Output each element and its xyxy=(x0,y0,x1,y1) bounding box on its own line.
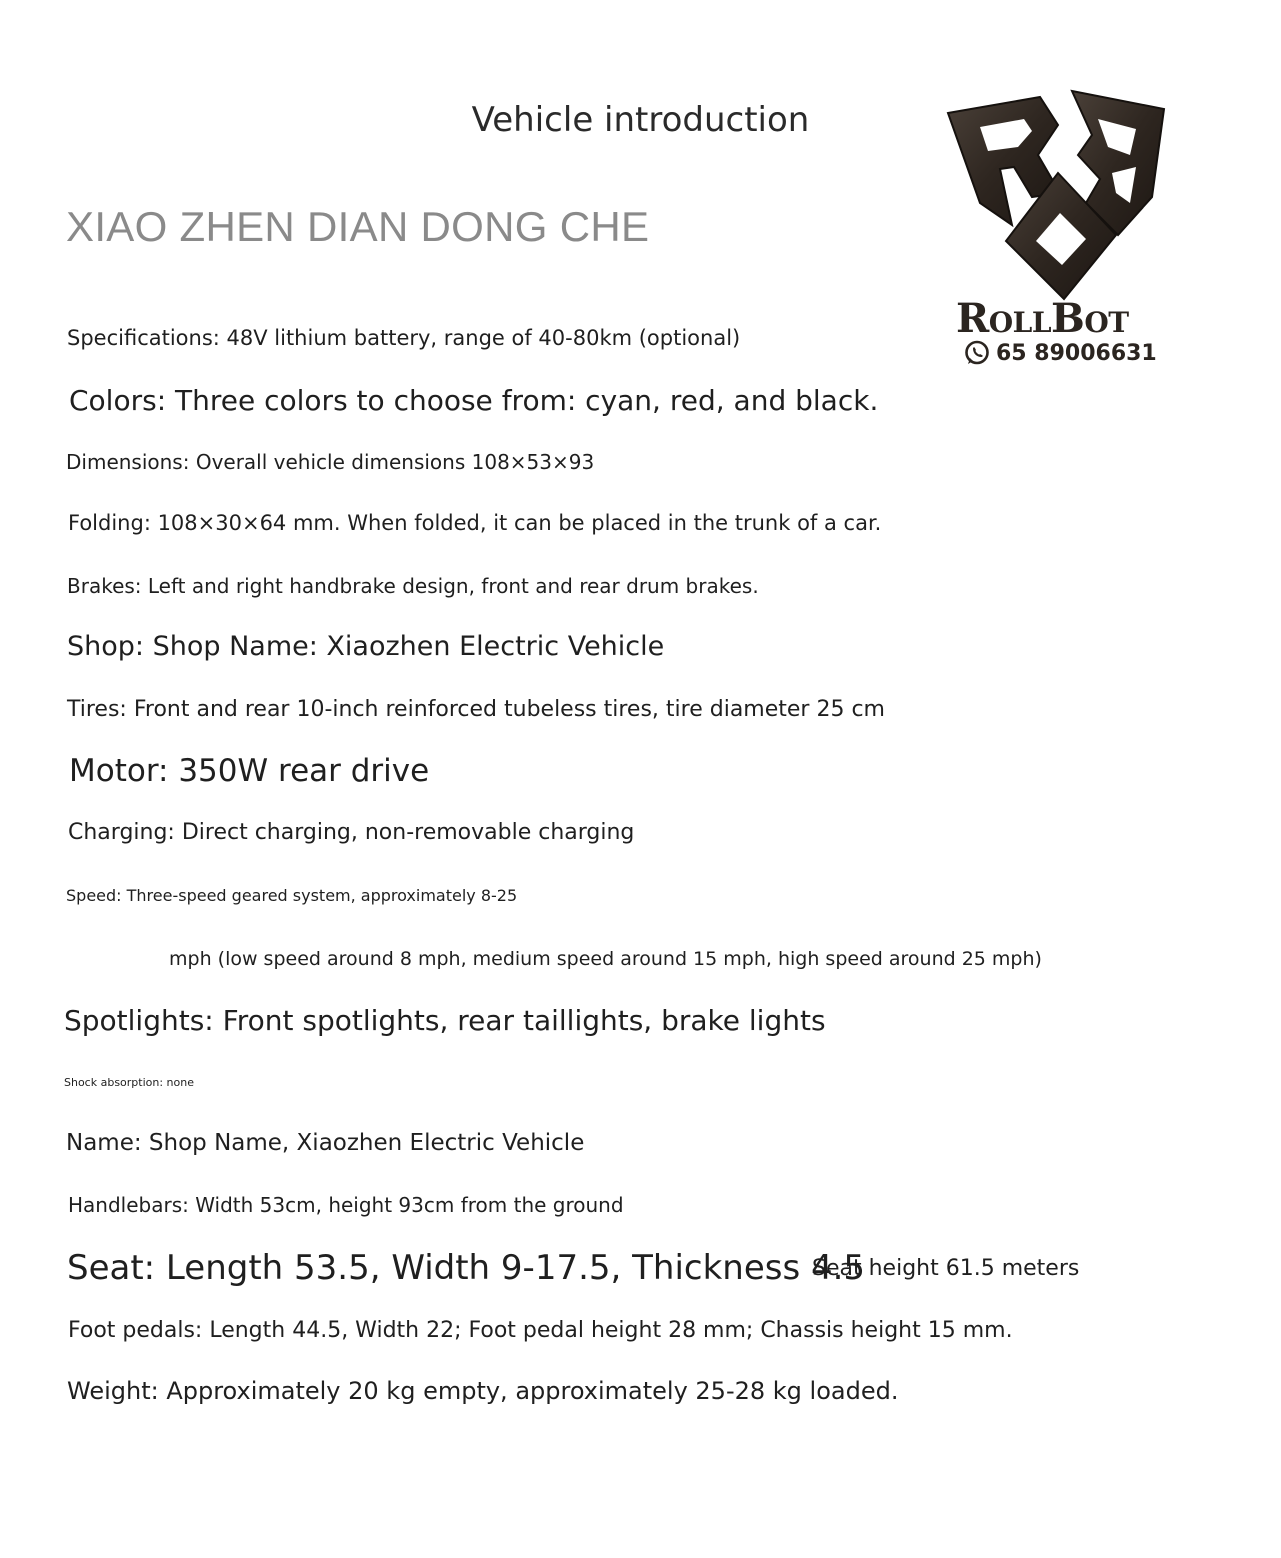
spec-weight: Weight: Approximately 20 kg empty, approximately 25-28 kg loaded. xyxy=(67,1377,899,1405)
spec-colors: Colors: Three colors to choose from: cyan, red, and black. xyxy=(69,384,879,417)
spec-name: Name: Shop Name, Xiaozhen Electric Vehicle xyxy=(66,1130,585,1156)
spec-folding: Folding: 108×30×64 mm. When folded, it can be placed in the trunk of a car. xyxy=(68,511,882,535)
brand-title: XIAO ZHEN DIAN DONG CHE xyxy=(66,203,650,250)
logo-wordmark: RollBot xyxy=(956,295,1129,342)
spec-tires: Tires: Front and rear 10-inch reinforced tubeless tires, tire diameter 25 cm xyxy=(67,697,885,722)
spec-brakes: Brakes: Left and right handbrake design, front and rear drum brakes. xyxy=(67,574,759,598)
logo-phone xyxy=(964,340,1157,366)
spec-spotlights: Spotlights: Front spotlights, rear taillights, brake lights xyxy=(64,1004,826,1037)
page-title: Vehicle introduction xyxy=(471,100,810,140)
spec-dimensions: Dimensions: Overall vehicle dimensions 108×53×93 xyxy=(66,450,595,474)
spec-speed: Speed: Three-speed geared system, approximately 8-25 xyxy=(66,886,518,905)
spec-speed-detail: mph (low speed around 8 mph, medium speed around 15 mph, high speed around 25 mph) xyxy=(169,948,1042,970)
whatsapp-icon xyxy=(964,340,990,366)
spec-handlebars: Handlebars: Width 53cm, height 93cm from the ground xyxy=(68,1193,624,1217)
spec-motor: Motor: 350W rear drive xyxy=(69,753,430,789)
spec-specifications: Specifications: 48V lithium battery, range of 40-80km (optional) xyxy=(67,326,741,350)
spec-foot-pedals: Foot pedals: Length 44.5, Width 22; Foot pedal height 28 mm; Chassis height 15 mm. xyxy=(68,1318,1013,1343)
phone-number: 65 89006631 xyxy=(996,340,1157,366)
spec-charging: Charging: Direct charging, non-removable charging xyxy=(68,820,635,845)
spec-shock-absorption: Shock absorption: none xyxy=(64,1076,195,1089)
spec-shop: Shop: Shop Name: Xiaozhen Electric Vehicle xyxy=(67,631,665,662)
rollbot-shield-emblem xyxy=(940,85,1172,315)
spec-seat: Seat: Length 53.5, Width 9-17.5, Thickness 4.5 xyxy=(67,1248,866,1288)
spec-seat-height: Seat height 61.5 meters xyxy=(812,1256,1080,1281)
